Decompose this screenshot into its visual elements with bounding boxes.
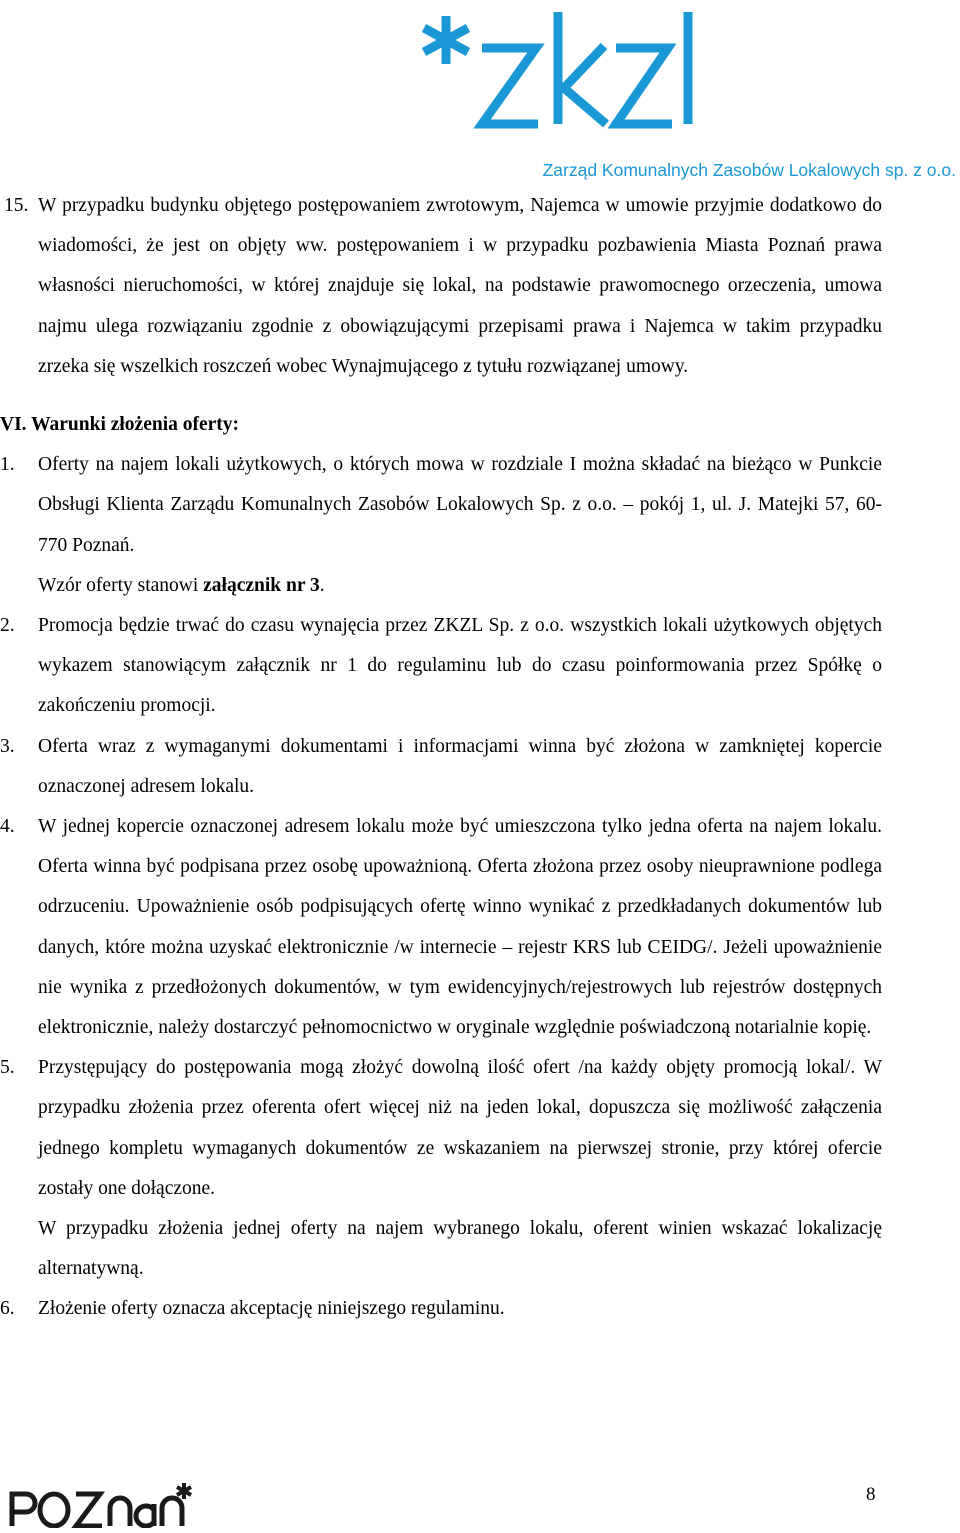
section-title: Warunki złożenia oferty: <box>31 414 240 436</box>
zkzl-logo <box>398 6 698 136</box>
item-number: 1. <box>0 454 15 476</box>
document-body <box>0 186 882 1330</box>
list-item <box>0 1289 882 1329</box>
list-item <box>0 445 882 606</box>
item-text-continued: W przypadku złożenia jednej oferty na najem wybranego lokalu, oferent winien wskazać lokalizację alternatywną. <box>38 1218 882 1280</box>
item-text: Promocja będzie trwać do czasu wynajęcia przez ZKZL Sp. z o.o. wszystkich lokali użytkowych objętych wykazem stanowiącym załącznik nr 1 do regulaminu lub do czasu poinformowania przez Spółkę o zakończeniu promocji. <box>38 615 882 717</box>
clause-text: W przypadku budynku objętego postępowaniem zwrotowym, Najemca w umowie przyjmie dodatkowo do wiadomości, że jest on objęty ww. postępowaniem i w przypadku pozbawienia Miasta Poznań prawa własności nieruchomości, w której znajduje się lokal, na podstawie prawomocnego orzeczenia, umowa najmu ulega rozwiązaniu zgodnie z obowiązującymi przepisami prawa i Najemca w takim przypadku zrzeka się wszelkich roszczeń wobec Wynajmującego z tytułu rozwiązanej umowy. <box>38 195 882 377</box>
item-text: Oferta wraz z wymaganymi dokumentami i informacjami winna być złożona w zamkniętej kopercie oznaczonej adresem lokalu. <box>38 735 882 797</box>
item-note <box>38 566 882 606</box>
list-item <box>0 1048 882 1289</box>
item-number: 6. <box>0 1298 15 1320</box>
item-text: Oferty na najem lokali użytkowych, o których mowa w rozdziale I można składać na bieżąco w Punkcie Obsługi Klienta Zarządu Komunalnych Zasobów Lokalowych Sp. z o.o. – pokój 1, ul. J. Matejki 57, 60-770 Poznań. <box>38 454 882 556</box>
list-item <box>0 807 882 1048</box>
note-suffix: . <box>319 574 325 596</box>
clause-number: 15. <box>4 195 29 216</box>
organization-name: Zarząd Komunalnych Zasobów Lokalowych sp. z o.o. <box>542 160 956 180</box>
section-number: VI. <box>0 414 27 436</box>
item-text: Przystępujący do postępowania mogą złożyć dowolną ilość ofert /na każdy objęty promocją lokal/. W przypadku złożenia przez oferenta ofert więcej niż na jeden lokal, dopuszcza się możliwość załączenia jednego kompletu wymaganych dokumentów ze wskazaniem na pierwszej stronie, przy której ofercie zostały one dołączone. <box>38 1057 882 1199</box>
item-text: Złożenie oferty oznacza akceptację niniejszego regulaminu. <box>38 1298 505 1320</box>
item-text: W jednej kopercie oznaczonej adresem lokalu może być umieszczona tylko jedna oferta na najem lokalu. Oferta winna być podpisana przez osobę upoważnioną. Oferta złożona przez osoby nieuprawnione podlega odrzuceniu. Upoważnienie osób podpisujących ofertę winno wynikać z przedkładanych dokumentów lub danych, które można uzyskać elektronicznie /w internecie – rejestr KRS lub CEIDG/. Jeżeli upoważnienie nie wynika z przedłożonych dokumentów, w tym ewidencyjnych/rejestrowych lub rejestrów dostępnych elektronicznie, należy dostarczyć pełnomocnictwo w oryginale względnie poświadczoną notarialnie kopię. <box>38 816 882 1039</box>
list-item <box>0 606 882 727</box>
section-heading <box>0 405 882 445</box>
item-number: 5. <box>0 1057 15 1079</box>
note-prefix: Wzór oferty stanowi <box>38 574 204 596</box>
attachment-reference: załącznik nr 3 <box>203 574 320 596</box>
page-number: 8 <box>866 1484 876 1505</box>
clause-15 <box>0 186 882 387</box>
item-number: 2. <box>0 615 15 637</box>
poznan-logo <box>6 1482 192 1528</box>
item-number: 3. <box>0 735 15 757</box>
item-number: 4. <box>0 816 15 838</box>
list-item <box>0 727 882 807</box>
